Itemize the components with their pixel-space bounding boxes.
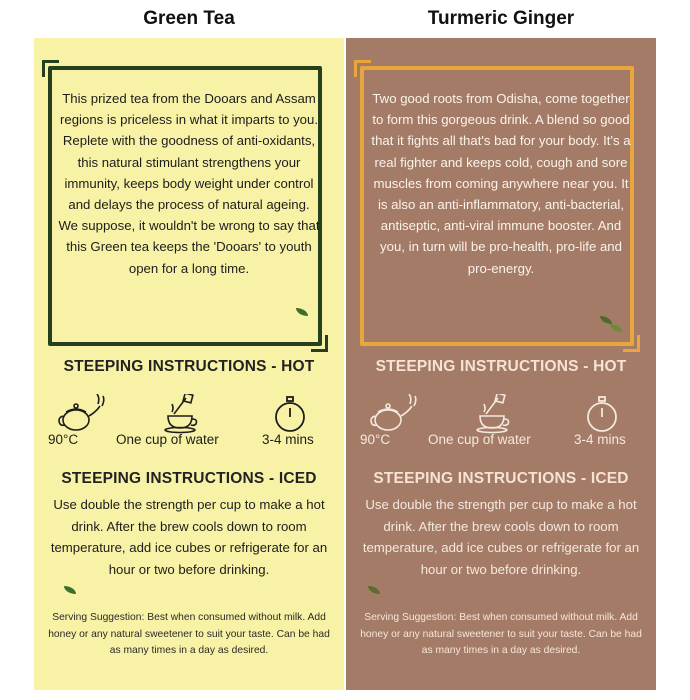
frame-corner [311, 335, 328, 352]
frame-corner [42, 60, 59, 77]
steeping-icons [34, 394, 344, 434]
cup-with-teabag-icon [160, 394, 208, 434]
time-label: 3-4 mins [262, 432, 314, 447]
green-tea-title: Green Tea [143, 8, 235, 29]
iced-instructions-text: Use double the strength per cup to make a hot drink. After the brew cools down to room temperature, add ice cubes or refrigerate for an hour or two before drinking. [362, 497, 640, 577]
iced-instructions-title: STEEPING INSTRUCTIONS - ICED [373, 470, 629, 487]
hot-instructions-title: STEEPING INSTRUCTIONS - HOT [375, 358, 627, 375]
leaf-icon [64, 586, 76, 594]
description-text: Two good roots from Odisha, come together to form this gorgeous drink. A blend so good that it fights all that's bad for your body. It's a real fighter and keeps cold, cough and sore muscles from coming anywhere near you. It is also an anti-inflammatory, anti-bacterial, antiseptic, anti-viral immune booster. And you, in turn will be pro-health, pro-life and pro-energy. [371, 91, 631, 276]
cup-with-teabag-icon [472, 394, 520, 434]
steeping-icons [346, 394, 656, 434]
water-label: One cup of water [116, 432, 219, 447]
serving-suggestion: Serving Suggestion: Best when consumed without milk. Add honey or any natural sweetener to suit your taste. Can be had as many times in a day as desired. [48, 612, 330, 656]
description-text: This prized tea from the Dooars and Assam regions is priceless in what it imparts to you. Replete with the goodness of anti-oxidants, this natural stimulant strengthens your immunity, keeps body weight under control and delays the process of natural ageing. We suppose, it wouldn't be wrong to say that this Green tea keeps the 'Dooars' to youth open for a long time. [58, 91, 320, 276]
serving-suggestion: Serving Suggestion: Best when consumed without milk. Add honey or any natural sweetener to suit your taste. Can be had as many times in a day as desired. [360, 612, 642, 656]
iced-instructions-title: STEEPING INSTRUCTIONS - ICED [61, 470, 317, 487]
turmeric-ginger-title: Turmeric Ginger [427, 8, 575, 29]
green-tea-panel [34, 38, 344, 690]
stopwatch-icon [582, 394, 622, 434]
time-label: 3-4 mins [574, 432, 626, 447]
temperature-label: 90°C [360, 432, 391, 447]
water-label: One cup of water [428, 432, 531, 447]
temperature-label: 90°C [48, 432, 79, 447]
leaf-icon [368, 586, 380, 594]
turmeric-ginger-panel [346, 38, 656, 690]
stopwatch-icon [270, 394, 310, 434]
hot-instructions-title: STEEPING INSTRUCTIONS - HOT [63, 358, 315, 375]
teapot-icon [366, 394, 422, 434]
frame-corner [354, 60, 371, 77]
frame-corner [623, 335, 640, 352]
iced-instructions-text: Use double the strength per cup to make a hot drink. After the brew cools down to room temperature, add ice cubes or refrigerate for an hour or two before drinking. [50, 497, 328, 577]
teapot-icon [54, 394, 110, 434]
